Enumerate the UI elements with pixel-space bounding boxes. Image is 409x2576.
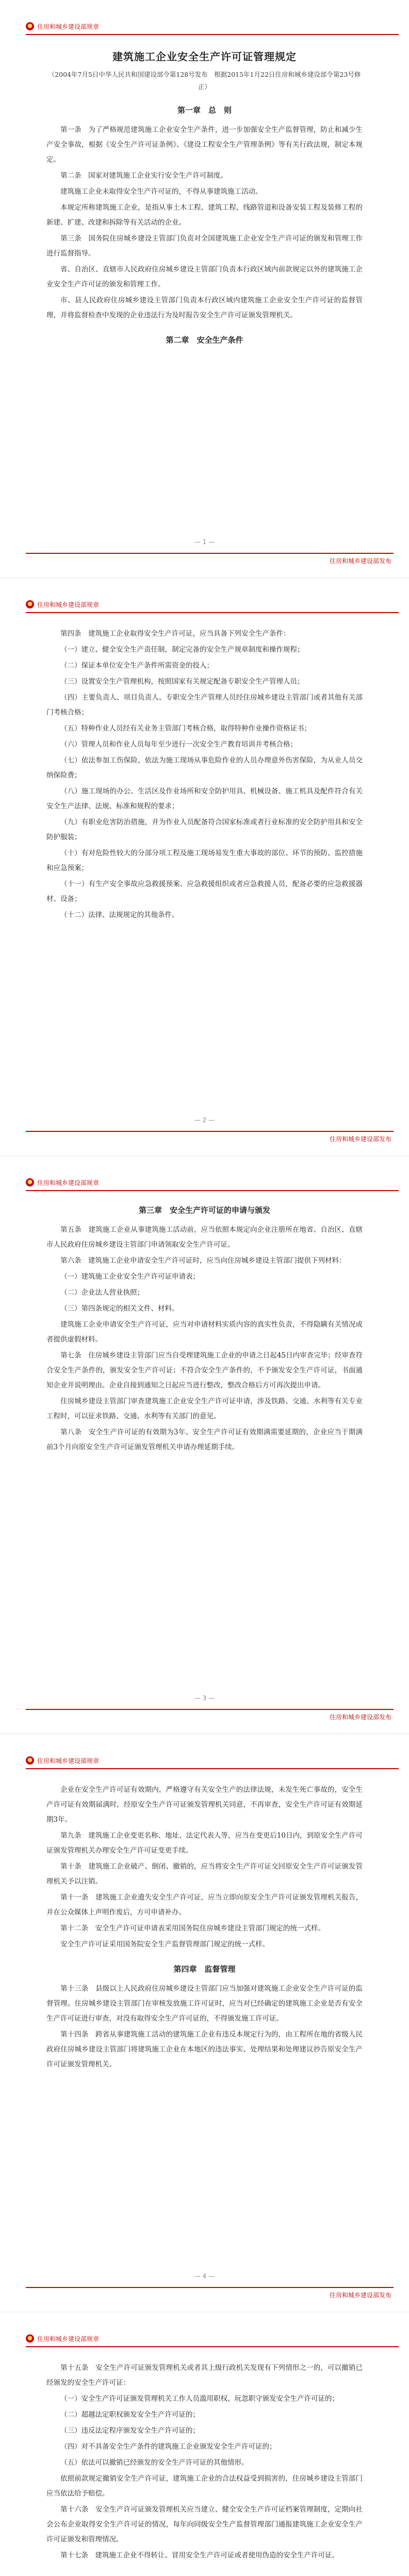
page-number: — 3 — <box>194 1694 215 1702</box>
article-paragraph: 第二条 国家对建筑施工企业实行安全生产许可制度。 <box>60 171 227 180</box>
chapter-heading: 第一章 总 则 <box>177 105 232 115</box>
page-number: — 2 — <box>194 1116 215 1124</box>
article-paragraph: （十）有对危险性较大的分部分项工程及施工现场易发生重大事故的部位、环节的预防、监控措施和应急预案； <box>46 849 363 873</box>
article-paragraph: 本规定所称建筑施工企业，是指从事土木工程、建筑工程、线路管道和设备安装工程及装修工程的新建、扩建、改建和拆除等有关活动的企业。 <box>46 203 363 227</box>
national-emblem-icon <box>26 1756 34 1765</box>
article-paragraph: （三）违反法定程序颁发安全生产许可证的； <box>60 2427 200 2435</box>
article-paragraph: （十一）有生产安全事故应急救援预案、应急救援组织或者应急救援人员，配备必要的应急救援器材、设备； <box>46 880 363 904</box>
document-page <box>0 578 409 1156</box>
article-paragraph: 第一条 为了严格规范建筑施工企业安全生产条件，进一步加强安全生产监督管理，防止和减少生产安全事故，根据《安全生产许可证条例》、《建设工程安全生产管理条例》等有关行政法规，制定本规定。 <box>46 125 363 164</box>
page-header <box>26 1755 363 1766</box>
article-paragraph: 第八条 安全生产许可证的有效期为3年。安全生产许可证有效期满需要延期的，企业应当于期满前3个月向原安全生产许可证颁发管理机关申请办理延期手续。 <box>46 1428 363 1452</box>
article-paragraph: （九）有职业危害防治措施，并为作业人员配备符合国家标准或者行业标准的安全防护用具和安全防护服装； <box>46 818 363 842</box>
article-paragraph: 安全生产许可证采用国务院安全生产监督管理部门规定的统一式样。 <box>60 1940 269 1949</box>
document-page <box>0 0 409 578</box>
article-paragraph: 第十二条 安全生产许可证申请表采用国务院住房城乡建设主管部门规定的统一式样。 <box>60 1924 325 1933</box>
footer-source-label: 住房和城乡建设部发布 <box>329 1714 391 1721</box>
chapter-heading: 第四章 监督管理 <box>173 1964 236 1974</box>
header-source-label: 住房和城乡建设部规章 <box>37 23 100 30</box>
page-number: — 1 — <box>194 538 215 546</box>
document-title: 建筑施工企业安全生产许可证管理规定 <box>112 50 297 63</box>
article-paragraph: 第六条 建筑施工企业申请安全生产许可证时，应当向住房城乡建设主管部门提供下列材料： <box>60 1257 346 1265</box>
header-rule <box>26 34 399 35</box>
article-paragraph: （六）管理人员和作业人员每年至少进行一次安全生产教育培训并考核合格； <box>60 740 297 749</box>
header-source-label: 住房和城乡建设部规章 <box>37 2335 100 2343</box>
footer-rule <box>26 2287 394 2288</box>
header-rule <box>26 1190 399 1191</box>
page-number: — 4 — <box>194 2273 215 2280</box>
page-header <box>26 599 363 610</box>
header-rule <box>26 1768 399 1769</box>
header-source-label: 住房和城乡建设部规章 <box>37 601 100 608</box>
article-paragraph: （一）建筑施工企业安全生产许可证申请表； <box>60 1273 200 1281</box>
page-header <box>26 21 363 32</box>
article-paragraph: 第九条 建筑施工企业变更名称、地址、法定代表人等，应当在变更后10日内，到原安全生产许可证颁发管理机关办理安全生产许可证变更手续。 <box>46 1832 363 1855</box>
article-paragraph: 企业在安全生产许可证有效期内，严格遵守有关安全生产的法律法规，未发生死亡事故的，安全生产许可证有效期届满时，经原安全生产许可证颁发管理机关同意，不再审查，安全生产许可证有效期延期3年。 <box>46 1786 363 1824</box>
article-paragraph: 第七条 住房城乡建设主管部门应当自受理建筑施工企业的申请之日起45日内审查完毕；经审查符合安全生产条件的，颁发安全生产许可证；不符合安全生产条件的，不予颁发安全生产许可证，书面通知企业并说明理由。企业自接到通知之日起应当进行整改，整改合格后方可再次提出申请。 <box>46 1351 363 1390</box>
document-subtitle: （2004年7月5日中华人民共和国建设部令第128号发布 根据2015年1月22日住房和城乡建设部令第23号修正） <box>48 71 361 91</box>
article-paragraph: 第十条 建筑施工企业破产、倒闭、撤销的，应当将安全生产许可证交回原安全生产许可证颁发管理机关予以注销。 <box>46 1862 363 1886</box>
footer-rule <box>26 1709 394 1710</box>
footer-rule <box>26 553 394 554</box>
article-paragraph: 建筑施工企业未取得安全生产许可证的，不得从事建筑施工活动。 <box>60 187 263 196</box>
article-paragraph: 第四条 建筑施工企业取得安全生产许可证，应当具备下列安全生产条件： <box>60 630 290 638</box>
chapter-heading: 第三章 安全生产许可证的申请与颁发 <box>138 1206 270 1215</box>
article-paragraph: （三）第四条规定的相关文件、材料。 <box>60 1304 179 1313</box>
article-paragraph: 第十七条 建筑施工企业不得转让、冒用安全生产许可证或者使用伪造的安全生产许可证。 <box>60 2551 339 2560</box>
national-emblem-icon <box>26 2334 34 2343</box>
article-paragraph: （八）施工现场的办公、生活区及作业场所和安全防护用具、机械设备、施工机具及配件符合有关安全生产法律、法规、标准和规程的要求； <box>46 787 363 811</box>
article-paragraph: （五）特种作业人员经有关业务主管部门考核合格，取得特种作业操作资格证书； <box>60 724 311 733</box>
article-paragraph: （一）安全生产许可证颁发管理机关工作人员滥用职权、玩忽职守颁发安全生产许可证的； <box>60 2395 339 2403</box>
article-paragraph: 建筑施工企业申请安全生产许可证，应当对申请材料实质内容的真实性负责，不得隐瞒有关情况或者提供虚假材料。 <box>46 1320 363 1344</box>
footer-source-label: 住房和城乡建设部发布 <box>329 557 391 565</box>
document-page <box>0 2312 409 2576</box>
article-paragraph: 省、自治区、直辖市人民政府住房城乡建设主管部门负责本行政区域内前款规定以外的建筑施工企业安全生产许可证的颁发和管理工作。 <box>46 265 363 289</box>
article-paragraph: （三）设置安全生产管理机构，按照国家有关规定配备专职安全生产管理人员； <box>60 677 304 686</box>
footer-rule <box>26 1131 394 1132</box>
article-paragraph: （一）建立、健全安全生产责任制，制定完备的安全生产规章制度和操作规程； <box>60 646 304 654</box>
article-paragraph: 第三条 国务院住房城乡建设主管部门负责对全国建筑施工企业安全生产许可证的颁发和管理工作进行监督指导。 <box>46 234 363 258</box>
header-rule <box>26 2346 399 2347</box>
article-paragraph: （四）主要负责人、项目负责人、专职安全生产管理人员经住房城乡建设主管部门或者其他有关部门考核合格； <box>46 693 363 717</box>
page-header <box>26 2333 363 2344</box>
article-paragraph: （二）超越法定职权颁发安全生产许可证的； <box>60 2411 200 2419</box>
footer-source-label: 住房和城乡建设部发布 <box>329 2292 391 2299</box>
article-paragraph: （二）保证本单位安全生产条件所需资金的投入； <box>60 662 214 670</box>
article-paragraph: （四）对不具备安全生产条件的建筑施工企业颁发安全生产许可证的； <box>60 2443 276 2451</box>
national-emblem-icon <box>26 600 34 608</box>
article-paragraph: （二）企业法人营业执照； <box>60 1289 144 1297</box>
article-paragraph: 市、县人民政府住房城乡建设主管部门负责本行政区域内建筑施工企业安全生产许可证的监督管理，并将监督检查中发现的企业违法行为及时报告安全生产许可证颁发管理机关。 <box>46 296 363 319</box>
header-source-label: 住房和城乡建设部规章 <box>37 1179 100 1187</box>
article-paragraph: （七）依法参加工伤保险，依法为施工现场从事危险作业的人员办理意外伤害保险，为从业人员交纳保险费； <box>46 756 363 780</box>
article-paragraph: 住房城乡建设主管部门审查建筑施工企业安全生产许可证申请，涉及铁路、交通、水利等有关专业工程时，可以征求铁路、交通、水利等有关部门的意见。 <box>46 1397 363 1421</box>
header-source-label: 住房和城乡建设部规章 <box>37 1757 100 1765</box>
national-emblem-icon <box>26 22 34 30</box>
page-header <box>26 1177 363 1188</box>
article-paragraph: 第十五条 安全生产许可证颁发管理机关或者其上级行政机关发现有下列情形之一的，可以撤销已经颁发的安全生产许可证： <box>46 2364 363 2387</box>
article-paragraph: （五）依法可以撤销已经颁发的安全生产许可证的其他情形。 <box>60 2459 249 2467</box>
header-rule <box>26 612 399 613</box>
chapter-heading: 第二章 安全生产条件 <box>166 335 243 345</box>
article-paragraph: （十二）法律、法规规定的其他条件。 <box>60 911 179 920</box>
article-paragraph: 第十六条 安全生产许可证颁发管理机关应当建立、健全安全生产许可证档案管理制度，定期向社会公布企业取得安全生产许可证的情况，每年向同级安全生产监督管理部门通报建筑施工企业安全生产许可证颁发和管理情况。 <box>46 2505 363 2544</box>
article-paragraph: 依照前款规定撤销安全生产许可证，建筑施工企业的合法权益受到损害的，住房城乡建设主管部门应当依法给予赔偿。 <box>46 2475 363 2498</box>
article-paragraph: 第十一条 建筑施工企业遗失安全生产许可证，应当立即向原安全生产许可证颁发管理机关报告，并在公众媒体上声明作废后，方可申请补办。 <box>46 1893 363 1917</box>
article-paragraph: 第十三条 县级以上人民政府住房城乡建设主管部门应当加强对建筑施工企业安全生产许可证的监督管理。住房城乡建设主管部门在审核发放施工许可证时，应当对已经确定的建筑施工企业是否有安全生产许可证进行审查，对没有取得安全生产许可证的，不得颁发施工许可证。 <box>46 1985 363 2023</box>
footer-source-label: 住房和城乡建设部发布 <box>329 1136 391 1143</box>
article-paragraph: 第十四条 跨省从事建筑施工活动的建筑施工企业有违反本规定行为的，由工程所在地的省级人民政府住房城乡建设主管部门将建筑施工企业在本地区的违法事实、处理结果和处理建议抄告原安全生产许可证颁发管理机关。 <box>46 2030 363 2069</box>
national-emblem-icon <box>26 1178 34 1187</box>
document-page <box>0 1156 409 1734</box>
document-page <box>0 1734 409 2312</box>
article-paragraph: 第五条 建筑施工企业从事建筑施工活动前，应当依照本规定向企业注册所在地省、自治区、直辖市人民政府住房城乡建设主管部门申请领取安全生产许可证。 <box>46 1226 363 1249</box>
